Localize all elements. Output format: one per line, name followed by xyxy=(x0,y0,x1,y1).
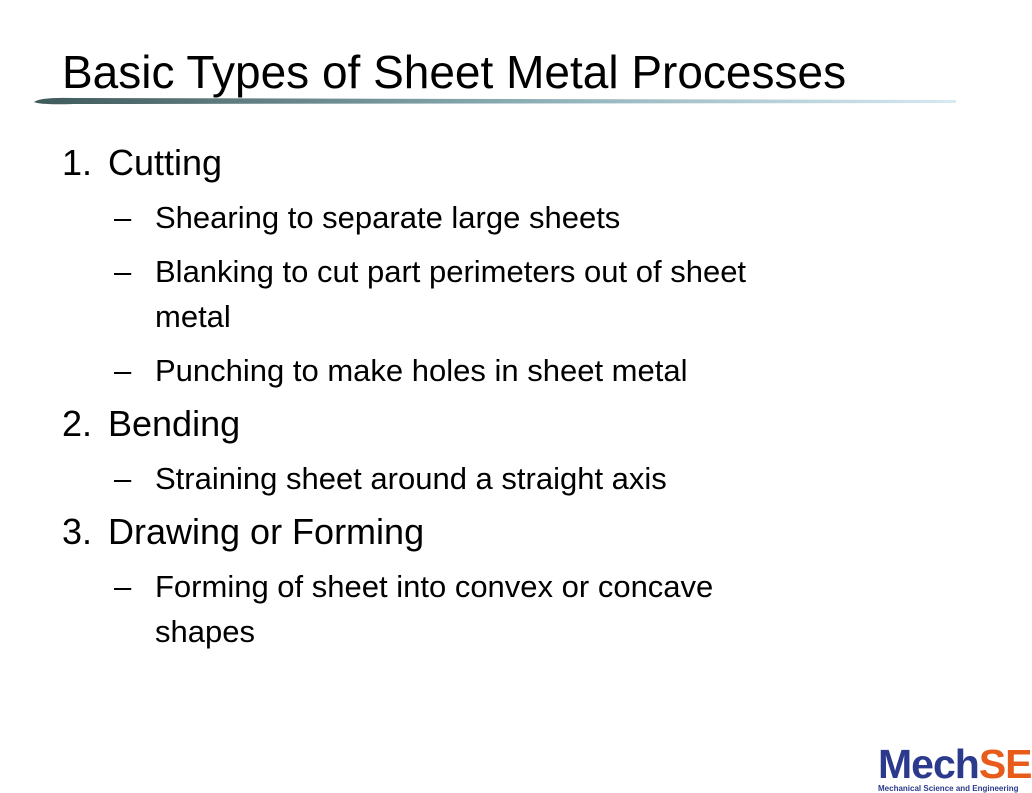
slide-title: Basic Types of Sheet Metal Processes xyxy=(62,46,847,98)
sub-bullet xyxy=(62,456,795,501)
sub-bullet-text: Forming of sheet into convex or concave shapes xyxy=(155,569,714,649)
section-bending xyxy=(62,402,962,501)
section-heading xyxy=(62,510,962,554)
sub-bullet xyxy=(62,348,795,393)
mechse-logo xyxy=(877,741,1032,793)
sub-bullet-text: Blanking to cut part perimeters out of sheet metal xyxy=(155,254,747,334)
dash-marker: – xyxy=(114,569,132,604)
dash-marker: – xyxy=(114,254,132,289)
title-underline xyxy=(34,97,956,105)
section-drawing-forming xyxy=(62,510,962,654)
section-heading-text: Cutting xyxy=(108,142,223,183)
sub-bullet-text: Punching to make holes in sheet metal xyxy=(155,353,688,388)
section-heading-text: Drawing or Forming xyxy=(108,511,425,552)
sub-bullet-text: Shearing to separate large sheets xyxy=(155,200,621,235)
section-heading xyxy=(62,402,962,446)
section-number: 2. xyxy=(62,403,93,444)
section-heading xyxy=(62,141,962,185)
sub-bullet-text: Straining sheet around a straight axis xyxy=(155,461,667,496)
dash-marker: – xyxy=(114,353,132,388)
section-heading-text: Bending xyxy=(108,403,241,444)
sub-bullet xyxy=(62,249,795,339)
section-cutting xyxy=(62,141,962,393)
logo-se-text: SE xyxy=(978,741,1032,787)
section-number: 1. xyxy=(62,142,93,183)
logo-subtitle: Mechanical Science and Engineering xyxy=(878,784,1019,793)
logo-mech-text: Mech xyxy=(878,741,979,787)
dash-marker: – xyxy=(114,461,132,496)
sub-bullet xyxy=(62,195,795,240)
logo-wordmark xyxy=(878,741,1032,787)
bullet-content xyxy=(62,141,962,663)
dash-marker: – xyxy=(114,200,132,235)
section-number: 3. xyxy=(62,511,93,552)
sub-bullet xyxy=(62,564,795,654)
